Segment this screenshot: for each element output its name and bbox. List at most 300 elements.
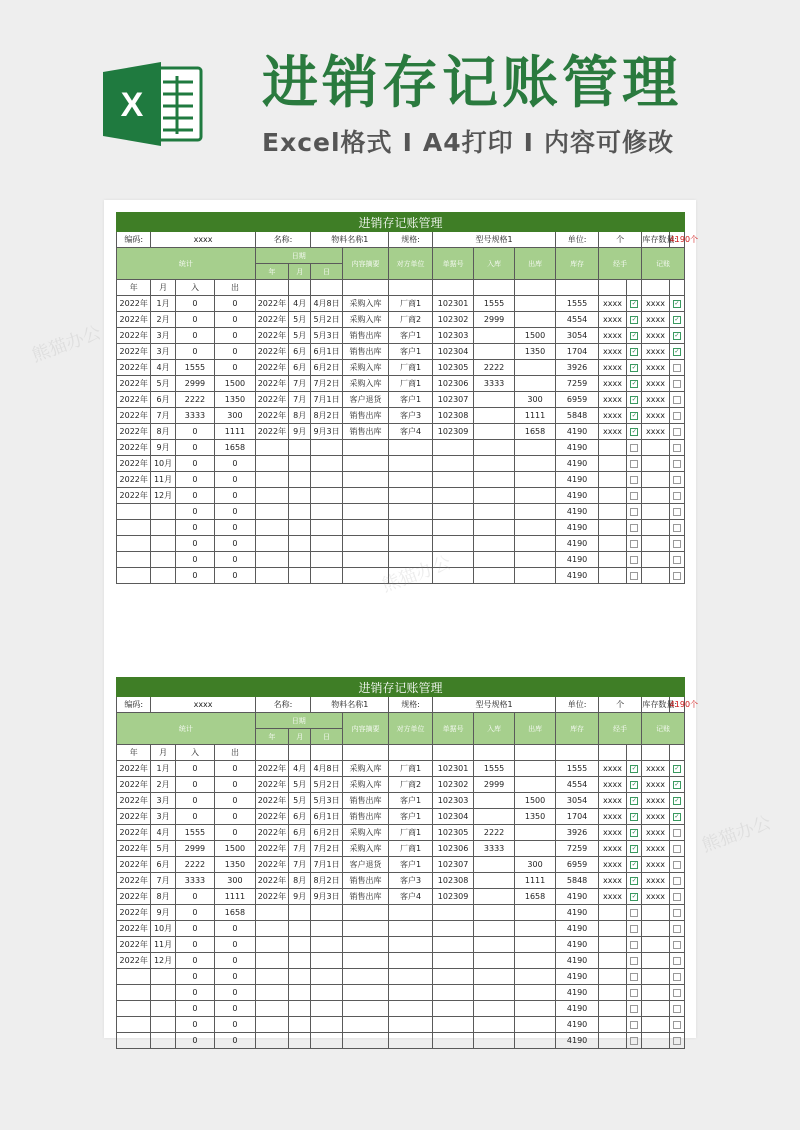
stock-cell[interactable]: 4190 <box>556 1001 599 1017</box>
handler-checkbox-cell[interactable] <box>627 344 642 360</box>
doc-no-cell[interactable]: 102307 <box>432 857 474 873</box>
party-cell[interactable] <box>389 1033 433 1049</box>
stat-year-cell[interactable] <box>117 1001 151 1017</box>
bookkeeping-cell[interactable]: xxxx <box>642 777 669 793</box>
stat-year-cell[interactable]: 2022年 <box>117 937 151 953</box>
bookkeeping-cell[interactable]: xxxx <box>642 825 669 841</box>
summary-cell[interactable]: 采购入库 <box>342 777 389 793</box>
stat-month-cell[interactable]: 12月 <box>151 953 175 969</box>
handler-checkbox-cell[interactable] <box>627 360 642 376</box>
handler-checkbox-cell[interactable] <box>627 424 642 440</box>
unchecked-box-icon[interactable] <box>673 508 681 516</box>
unchecked-box-icon[interactable] <box>673 444 681 452</box>
bookkeeping-cell[interactable]: xxxx <box>642 344 669 360</box>
stat-month-cell[interactable] <box>151 1017 175 1033</box>
stock-cell[interactable]: 4190 <box>556 568 599 584</box>
stat-in-cell[interactable]: 2999 <box>175 376 214 392</box>
in-qty-cell[interactable] <box>474 857 514 873</box>
month-cell[interactable]: 4月 <box>289 296 311 312</box>
stat-in-cell[interactable]: 0 <box>175 761 214 777</box>
bookkeeping-checkbox-cell[interactable] <box>669 969 684 985</box>
bookkeeping-checkbox-cell[interactable] <box>669 408 684 424</box>
out-qty-cell[interactable]: 1350 <box>514 344 556 360</box>
stat-month-cell[interactable]: 9月 <box>151 440 175 456</box>
out-qty-cell[interactable] <box>514 360 556 376</box>
out-qty-cell[interactable] <box>514 905 556 921</box>
doc-no-cell[interactable]: 102306 <box>432 841 474 857</box>
month-cell[interactable]: 7月 <box>289 841 311 857</box>
date-cell[interactable] <box>311 985 342 1001</box>
summary-cell[interactable] <box>342 969 389 985</box>
out-qty-cell[interactable] <box>514 376 556 392</box>
doc-no-cell[interactable] <box>432 488 474 504</box>
year-cell[interactable]: 2022年 <box>255 312 288 328</box>
month-cell[interactable]: 7月 <box>289 376 311 392</box>
year-cell[interactable] <box>255 985 288 1001</box>
stat-in-cell[interactable]: 0 <box>175 969 214 985</box>
stat-in-cell[interactable]: 0 <box>175 937 214 953</box>
handler-cell[interactable]: xxxx <box>598 889 626 905</box>
stat-month-cell[interactable] <box>151 1033 175 1049</box>
out-qty-cell[interactable]: 300 <box>514 392 556 408</box>
checked-box-icon[interactable]: ✓ <box>631 812 637 820</box>
stat-month-cell[interactable]: 3月 <box>151 793 175 809</box>
unchecked-box-icon[interactable] <box>630 909 638 917</box>
bookkeeping-checkbox-cell[interactable] <box>669 472 684 488</box>
year-cell[interactable]: 2022年 <box>255 376 288 392</box>
month-cell[interactable]: 5月 <box>289 328 311 344</box>
in-qty-cell[interactable] <box>474 568 514 584</box>
stock-cell[interactable]: 4554 <box>556 777 599 793</box>
handler-cell[interactable] <box>598 552 626 568</box>
unchecked-box-icon[interactable] <box>673 909 681 917</box>
summary-cell[interactable] <box>342 937 389 953</box>
date-cell[interactable] <box>311 536 342 552</box>
in-qty-cell[interactable] <box>474 921 514 937</box>
date-cell[interactable] <box>311 504 342 520</box>
doc-no-cell[interactable]: 102303 <box>432 328 474 344</box>
checked-box-icon[interactable]: ✓ <box>631 411 637 419</box>
handler-cell[interactable]: xxxx <box>598 873 626 889</box>
in-qty-cell[interactable]: 1555 <box>474 296 514 312</box>
stat-out-cell[interactable]: 0 <box>215 328 255 344</box>
bookkeeping-cell[interactable]: xxxx <box>642 793 669 809</box>
bookkeeping-checkbox-cell[interactable] <box>669 873 684 889</box>
stock-cell[interactable]: 5848 <box>556 408 599 424</box>
stat-month-cell[interactable] <box>151 568 175 584</box>
unchecked-box-icon[interactable] <box>673 428 681 436</box>
doc-no-cell[interactable]: 102305 <box>432 360 474 376</box>
year-cell[interactable] <box>255 937 288 953</box>
handler-checkbox-cell[interactable] <box>627 488 642 504</box>
unchecked-box-icon[interactable] <box>630 1021 638 1029</box>
year-cell[interactable]: 2022年 <box>255 424 288 440</box>
party-cell[interactable] <box>389 1001 433 1017</box>
bookkeeping-checkbox-cell[interactable] <box>669 552 684 568</box>
handler-checkbox-cell[interactable] <box>627 761 642 777</box>
month-cell[interactable]: 6月 <box>289 825 311 841</box>
handler-checkbox-cell[interactable] <box>627 552 642 568</box>
party-cell[interactable] <box>389 456 433 472</box>
bookkeeping-cell[interactable] <box>642 1033 669 1049</box>
unchecked-box-icon[interactable] <box>673 957 681 965</box>
stat-in-cell[interactable]: 0 <box>175 520 214 536</box>
handler-checkbox-cell[interactable] <box>627 905 642 921</box>
summary-cell[interactable]: 销售出库 <box>342 408 389 424</box>
stat-out-cell[interactable]: 0 <box>215 1033 255 1049</box>
spec-value[interactable]: 型号规格1 <box>432 697 555 713</box>
out-qty-cell[interactable] <box>514 488 556 504</box>
in-qty-cell[interactable]: 2222 <box>474 360 514 376</box>
handler-checkbox-cell[interactable] <box>627 296 642 312</box>
party-cell[interactable]: 厂商1 <box>389 825 433 841</box>
date-cell[interactable] <box>311 969 342 985</box>
stat-year-cell[interactable]: 2022年 <box>117 905 151 921</box>
doc-no-cell[interactable]: 102309 <box>432 424 474 440</box>
stat-month-cell[interactable]: 2月 <box>151 777 175 793</box>
handler-checkbox-cell[interactable] <box>627 568 642 584</box>
date-cell[interactable]: 4月8日 <box>311 296 342 312</box>
date-cell[interactable] <box>311 1001 342 1017</box>
party-cell[interactable] <box>389 472 433 488</box>
handler-cell[interactable] <box>598 440 626 456</box>
stock-cell[interactable]: 4190 <box>556 552 599 568</box>
out-qty-cell[interactable]: 1658 <box>514 424 556 440</box>
bookkeeping-checkbox-cell[interactable] <box>669 777 684 793</box>
date-cell[interactable]: 7月1日 <box>311 857 342 873</box>
doc-no-cell[interactable]: 102309 <box>432 889 474 905</box>
bookkeeping-checkbox-cell[interactable] <box>669 1001 684 1017</box>
year-cell[interactable]: 2022年 <box>255 392 288 408</box>
checked-box-icon[interactable]: ✓ <box>631 379 637 387</box>
stat-out-cell[interactable]: 1500 <box>215 841 255 857</box>
stock-cell[interactable]: 4190 <box>556 937 599 953</box>
handler-checkbox-cell[interactable] <box>627 472 642 488</box>
stat-out-cell[interactable]: 1350 <box>215 392 255 408</box>
stat-out-cell[interactable]: 1350 <box>215 857 255 873</box>
handler-checkbox-cell[interactable] <box>627 985 642 1001</box>
doc-no-cell[interactable]: 102301 <box>432 761 474 777</box>
unchecked-box-icon[interactable] <box>673 476 681 484</box>
handler-checkbox-cell[interactable] <box>627 921 642 937</box>
in-qty-cell[interactable] <box>474 392 514 408</box>
stat-month-cell[interactable]: 6月 <box>151 392 175 408</box>
handler-cell[interactable] <box>598 1001 626 1017</box>
unchecked-box-icon[interactable] <box>630 941 638 949</box>
party-cell[interactable] <box>389 985 433 1001</box>
doc-no-cell[interactable] <box>432 953 474 969</box>
stat-month-cell[interactable]: 12月 <box>151 488 175 504</box>
checked-box-icon[interactable]: ✓ <box>674 796 680 804</box>
date-cell[interactable]: 6月2日 <box>311 825 342 841</box>
bookkeeping-cell[interactable] <box>642 536 669 552</box>
handler-checkbox-cell[interactable] <box>627 809 642 825</box>
doc-no-cell[interactable] <box>432 536 474 552</box>
stat-out-cell[interactable]: 0 <box>215 296 255 312</box>
date-cell[interactable]: 9月3日 <box>311 424 342 440</box>
month-cell[interactable]: 6月 <box>289 344 311 360</box>
in-qty-cell[interactable]: 3333 <box>474 376 514 392</box>
date-cell[interactable] <box>311 921 342 937</box>
stat-in-cell[interactable]: 0 <box>175 552 214 568</box>
month-cell[interactable] <box>289 905 311 921</box>
unchecked-box-icon[interactable] <box>630 925 638 933</box>
stat-year-cell[interactable] <box>117 504 151 520</box>
stat-year-cell[interactable]: 2022年 <box>117 857 151 873</box>
checked-box-icon[interactable]: ✓ <box>631 299 637 307</box>
unchecked-box-icon[interactable] <box>673 492 681 500</box>
bookkeeping-checkbox-cell[interactable] <box>669 536 684 552</box>
in-qty-cell[interactable] <box>474 953 514 969</box>
bookkeeping-cell[interactable]: xxxx <box>642 296 669 312</box>
handler-cell[interactable] <box>598 472 626 488</box>
stock-cell[interactable]: 1555 <box>556 296 599 312</box>
summary-cell[interactable]: 销售出库 <box>342 809 389 825</box>
stat-year-cell[interactable] <box>117 552 151 568</box>
summary-cell[interactable] <box>342 1001 389 1017</box>
checked-box-icon[interactable]: ✓ <box>674 780 680 788</box>
unchecked-box-icon[interactable] <box>630 540 638 548</box>
unchecked-box-icon[interactable] <box>630 476 638 484</box>
stat-month-cell[interactable]: 7月 <box>151 873 175 889</box>
stock-cell[interactable]: 4190 <box>556 921 599 937</box>
year-cell[interactable] <box>255 520 288 536</box>
out-qty-cell[interactable] <box>514 777 556 793</box>
handler-checkbox-cell[interactable] <box>627 520 642 536</box>
party-cell[interactable] <box>389 504 433 520</box>
doc-no-cell[interactable] <box>432 1017 474 1033</box>
bookkeeping-cell[interactable] <box>642 472 669 488</box>
stat-month-cell[interactable] <box>151 985 175 1001</box>
bookkeeping-cell[interactable]: xxxx <box>642 424 669 440</box>
stat-month-cell[interactable]: 3月 <box>151 344 175 360</box>
bookkeeping-checkbox-cell[interactable] <box>669 376 684 392</box>
year-cell[interactable]: 2022年 <box>255 889 288 905</box>
party-cell[interactable]: 客户1 <box>389 809 433 825</box>
in-qty-cell[interactable]: 2222 <box>474 825 514 841</box>
bookkeeping-cell[interactable]: xxxx <box>642 408 669 424</box>
stat-in-cell[interactable]: 0 <box>175 953 214 969</box>
handler-cell[interactable]: xxxx <box>598 841 626 857</box>
handler-cell[interactable] <box>598 953 626 969</box>
stock-cell[interactable]: 4190 <box>556 985 599 1001</box>
out-qty-cell[interactable] <box>514 552 556 568</box>
summary-cell[interactable] <box>342 552 389 568</box>
stat-year-cell[interactable]: 2022年 <box>117 312 151 328</box>
checked-box-icon[interactable]: ✓ <box>631 860 637 868</box>
bookkeeping-cell[interactable]: xxxx <box>642 857 669 873</box>
bookkeeping-cell[interactable]: xxxx <box>642 873 669 889</box>
stock-cell[interactable]: 3926 <box>556 360 599 376</box>
month-cell[interactable] <box>289 488 311 504</box>
summary-cell[interactable]: 采购入库 <box>342 376 389 392</box>
date-cell[interactable] <box>311 568 342 584</box>
party-cell[interactable]: 厂商1 <box>389 376 433 392</box>
party-cell[interactable]: 客户1 <box>389 793 433 809</box>
year-cell[interactable]: 2022年 <box>255 809 288 825</box>
summary-cell[interactable]: 采购入库 <box>342 825 389 841</box>
month-cell[interactable] <box>289 520 311 536</box>
in-qty-cell[interactable] <box>474 937 514 953</box>
party-cell[interactable] <box>389 488 433 504</box>
handler-cell[interactable] <box>598 536 626 552</box>
unchecked-box-icon[interactable] <box>630 973 638 981</box>
year-cell[interactable] <box>255 504 288 520</box>
bookkeeping-checkbox-cell[interactable] <box>669 857 684 873</box>
in-qty-cell[interactable] <box>474 793 514 809</box>
stock-cell[interactable]: 4190 <box>556 520 599 536</box>
unchecked-box-icon[interactable] <box>673 1037 681 1045</box>
checked-box-icon[interactable]: ✓ <box>674 764 680 772</box>
out-qty-cell[interactable]: 1500 <box>514 793 556 809</box>
party-cell[interactable] <box>389 937 433 953</box>
stat-year-cell[interactable]: 2022年 <box>117 921 151 937</box>
doc-no-cell[interactable] <box>432 921 474 937</box>
stat-out-cell[interactable]: 0 <box>215 921 255 937</box>
checked-box-icon[interactable]: ✓ <box>631 796 637 804</box>
date-cell[interactable]: 7月1日 <box>311 392 342 408</box>
stat-out-cell[interactable]: 1111 <box>215 889 255 905</box>
bookkeeping-checkbox-cell[interactable] <box>669 344 684 360</box>
handler-cell[interactable] <box>598 504 626 520</box>
handler-cell[interactable] <box>598 520 626 536</box>
party-cell[interactable] <box>389 520 433 536</box>
unchecked-box-icon[interactable] <box>673 524 681 532</box>
stat-out-cell[interactable]: 0 <box>215 1001 255 1017</box>
year-cell[interactable] <box>255 568 288 584</box>
in-qty-cell[interactable] <box>474 440 514 456</box>
bookkeeping-checkbox-cell[interactable] <box>669 488 684 504</box>
handler-cell[interactable]: xxxx <box>598 793 626 809</box>
stock-cell[interactable]: 3054 <box>556 328 599 344</box>
stock-cell[interactable]: 6959 <box>556 857 599 873</box>
unchecked-box-icon[interactable] <box>673 829 681 837</box>
stock-cell[interactable]: 4190 <box>556 953 599 969</box>
party-cell[interactable]: 厂商1 <box>389 296 433 312</box>
stat-year-cell[interactable]: 2022年 <box>117 360 151 376</box>
stat-out-cell[interactable]: 0 <box>215 488 255 504</box>
in-qty-cell[interactable] <box>474 905 514 921</box>
stat-month-cell[interactable]: 5月 <box>151 376 175 392</box>
out-qty-cell[interactable] <box>514 825 556 841</box>
date-cell[interactable]: 8月2日 <box>311 408 342 424</box>
stat-out-cell[interactable]: 0 <box>215 520 255 536</box>
handler-checkbox-cell[interactable] <box>627 793 642 809</box>
unchecked-box-icon[interactable] <box>673 941 681 949</box>
stat-year-cell[interactable]: 2022年 <box>117 761 151 777</box>
date-cell[interactable] <box>311 953 342 969</box>
stock-cell[interactable]: 4190 <box>556 504 599 520</box>
handler-cell[interactable]: xxxx <box>598 809 626 825</box>
handler-checkbox-cell[interactable] <box>627 440 642 456</box>
bookkeeping-checkbox-cell[interactable] <box>669 296 684 312</box>
in-qty-cell[interactable] <box>474 504 514 520</box>
bookkeeping-cell[interactable] <box>642 937 669 953</box>
stat-in-cell[interactable]: 0 <box>175 1033 214 1049</box>
stat-out-cell[interactable]: 0 <box>215 761 255 777</box>
month-cell[interactable] <box>289 985 311 1001</box>
in-qty-cell[interactable] <box>474 456 514 472</box>
out-qty-cell[interactable] <box>514 985 556 1001</box>
stat-month-cell[interactable]: 9月 <box>151 905 175 921</box>
stat-month-cell[interactable]: 3月 <box>151 328 175 344</box>
handler-checkbox-cell[interactable] <box>627 392 642 408</box>
stock-cell[interactable]: 3054 <box>556 793 599 809</box>
year-cell[interactable] <box>255 969 288 985</box>
stat-month-cell[interactable]: 6月 <box>151 857 175 873</box>
stat-year-cell[interactable]: 2022年 <box>117 953 151 969</box>
handler-cell[interactable]: xxxx <box>598 825 626 841</box>
bookkeeping-cell[interactable]: xxxx <box>642 841 669 857</box>
summary-cell[interactable] <box>342 488 389 504</box>
date-cell[interactable] <box>311 552 342 568</box>
stat-year-cell[interactable]: 2022年 <box>117 376 151 392</box>
month-cell[interactable] <box>289 472 311 488</box>
year-cell[interactable] <box>255 488 288 504</box>
year-cell[interactable] <box>255 536 288 552</box>
stock-cell[interactable]: 4190 <box>556 969 599 985</box>
stat-in-cell[interactable]: 3333 <box>175 408 214 424</box>
year-cell[interactable]: 2022年 <box>255 344 288 360</box>
date-cell[interactable]: 4月8日 <box>311 761 342 777</box>
stat-out-cell[interactable]: 0 <box>215 809 255 825</box>
stat-year-cell[interactable]: 2022年 <box>117 488 151 504</box>
stat-month-cell[interactable] <box>151 1001 175 1017</box>
unchecked-box-icon[interactable] <box>673 556 681 564</box>
in-qty-cell[interactable] <box>474 889 514 905</box>
bookkeeping-cell[interactable] <box>642 969 669 985</box>
unit-value[interactable]: 个 <box>598 697 642 713</box>
unchecked-box-icon[interactable] <box>673 893 681 901</box>
unchecked-box-icon[interactable] <box>673 412 681 420</box>
summary-cell[interactable] <box>342 440 389 456</box>
year-cell[interactable]: 2022年 <box>255 777 288 793</box>
out-qty-cell[interactable] <box>514 568 556 584</box>
year-cell[interactable]: 2022年 <box>255 857 288 873</box>
stat-month-cell[interactable]: 8月 <box>151 889 175 905</box>
stat-year-cell[interactable] <box>117 985 151 1001</box>
checked-box-icon[interactable]: ✓ <box>631 395 637 403</box>
stat-in-cell[interactable]: 0 <box>175 889 214 905</box>
month-cell[interactable]: 5月 <box>289 793 311 809</box>
doc-no-cell[interactable] <box>432 1033 474 1049</box>
month-cell[interactable] <box>289 1001 311 1017</box>
in-qty-cell[interactable] <box>474 536 514 552</box>
unchecked-box-icon[interactable] <box>630 1005 638 1013</box>
year-cell[interactable]: 2022年 <box>255 360 288 376</box>
doc-no-cell[interactable]: 102305 <box>432 825 474 841</box>
summary-cell[interactable] <box>342 504 389 520</box>
stock-cell[interactable]: 4554 <box>556 312 599 328</box>
checked-box-icon[interactable]: ✓ <box>631 331 637 339</box>
bookkeeping-checkbox-cell[interactable] <box>669 520 684 536</box>
summary-cell[interactable]: 客户退货 <box>342 857 389 873</box>
unchecked-box-icon[interactable] <box>630 957 638 965</box>
stat-out-cell[interactable]: 0 <box>215 969 255 985</box>
handler-cell[interactable] <box>598 905 626 921</box>
date-cell[interactable]: 7月2日 <box>311 841 342 857</box>
summary-cell[interactable] <box>342 536 389 552</box>
bookkeeping-cell[interactable] <box>642 568 669 584</box>
handler-checkbox-cell[interactable] <box>627 825 642 841</box>
bookkeeping-checkbox-cell[interactable] <box>669 1033 684 1049</box>
out-qty-cell[interactable] <box>514 440 556 456</box>
stat-in-cell[interactable]: 0 <box>175 1017 214 1033</box>
date-cell[interactable]: 5月3日 <box>311 328 342 344</box>
handler-cell[interactable]: xxxx <box>598 360 626 376</box>
stock-cell[interactable]: 5848 <box>556 873 599 889</box>
party-cell[interactable] <box>389 440 433 456</box>
